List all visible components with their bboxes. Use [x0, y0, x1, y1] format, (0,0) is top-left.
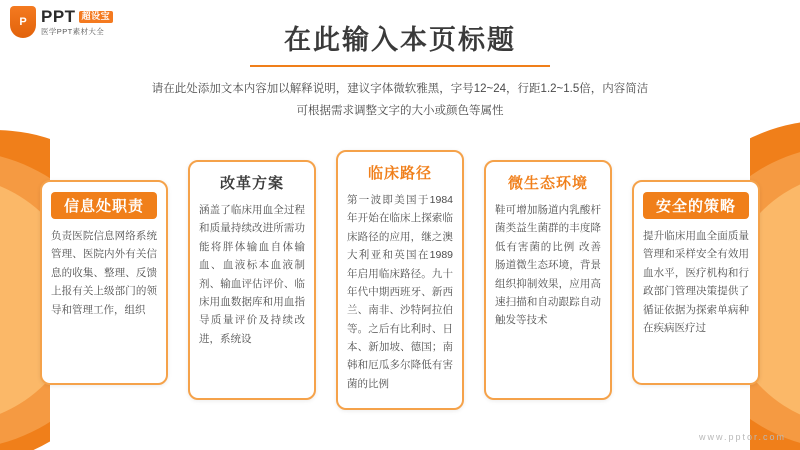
card-body: 负责医院信息网络系统管理、医院内外有关信息的收集、整理、反馈上报有关上级部门的领导和管理工作，组织	[51, 230, 157, 316]
card-title: 改革方案	[219, 175, 284, 192]
brand-logo-text	[41, 8, 113, 36]
content-card[interactable]	[632, 180, 760, 385]
slide-subtitle	[0, 79, 800, 123]
brand-name-row	[41, 8, 113, 26]
subtitle-line-2: 可根据需求调整文字的大小或颜色等属性	[296, 104, 504, 117]
card-row	[40, 150, 760, 410]
shield-icon-letter: P	[19, 16, 27, 28]
content-card[interactable]	[484, 160, 612, 400]
title-underline	[250, 65, 550, 67]
content-card[interactable]	[40, 180, 168, 385]
card-body: 第一波即美国于1984年开始在临床上探索临床路径的应用，继之澳大利亚和英国在1989年启用临床路径。九十年代中期西班牙、新西兰、南非、沙特阿拉伯等。之后有比利时、日本、新加坡、德国；南韩和厄瓜多尔降低有害菌的比例	[347, 194, 453, 390]
card-body: 涵盖了临床用血全过程和质量持续改进所需功能将胖体输血自体输血、血液标本血液制剂、输血评估评价、临床用血数据库和用血指导质量评价及持续改进，系统设	[199, 204, 305, 345]
card-title: 信息处职责	[51, 192, 157, 219]
card-title: 临床路径	[367, 165, 432, 182]
subtitle-line-1: 请在此处添加文本内容加以解释说明，建议字体微软雅黑，字号12~24，行距1.2~1.5倍，内容简洁	[151, 83, 649, 95]
brand-name: PPT	[41, 7, 76, 27]
content-card[interactable]	[188, 160, 316, 400]
card-body: 提升临床用血全面质量管理和采样安全有效用血水平，医疗机构和行政部门管理决策提供了循证依据为探索单病种在疾病医疗过	[643, 230, 749, 334]
shield-icon	[10, 6, 36, 38]
footer-url: www.pptor.com	[698, 432, 786, 442]
brand-badge: 超设宝	[79, 11, 114, 22]
card-body: 鞋可增加肠道内乳酸杆菌类益生菌群的丰度降低有害菌的比例 改善肠道微生态环境，背景组织抑制效果，应用高速扫描和自动跟踪自动触发等技术	[495, 204, 601, 327]
content-card[interactable]	[336, 150, 464, 410]
slide-header	[0, 0, 800, 123]
card-title: 安全的策略	[643, 192, 749, 219]
brand-logo	[10, 6, 113, 38]
page-title: 在此输入本页标题	[284, 25, 516, 55]
brand-tagline: 医学PPT素材大全	[41, 26, 105, 36]
card-title: 微生态环境	[507, 175, 588, 192]
